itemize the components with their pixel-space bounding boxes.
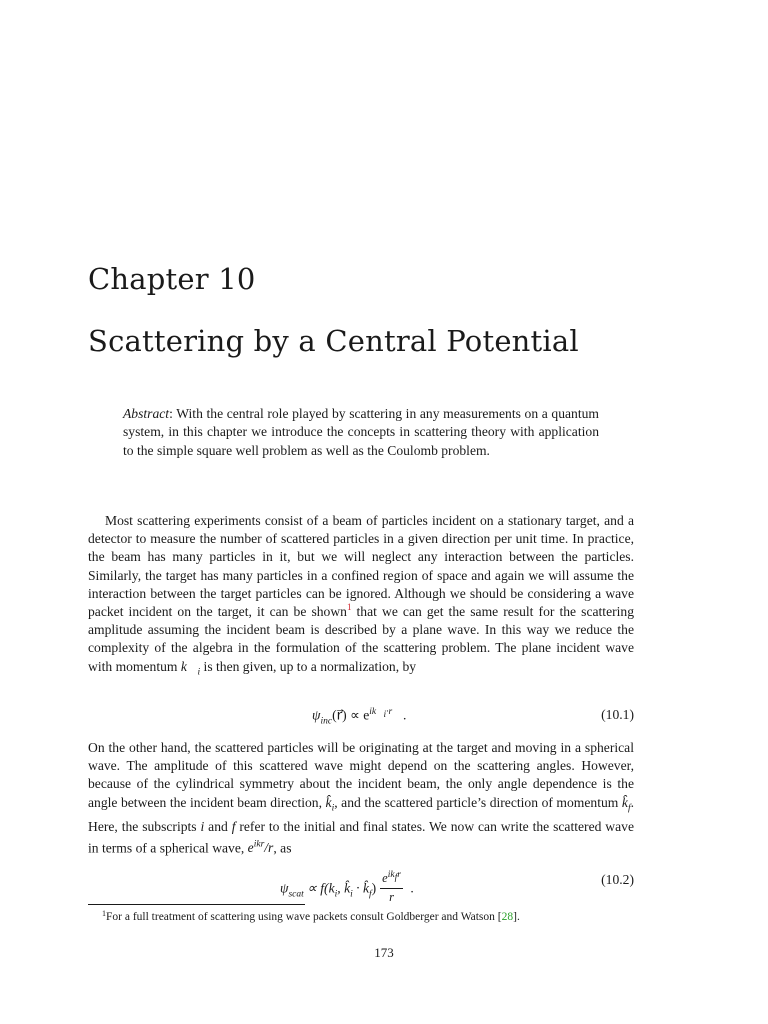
abstract-lead: Abstract <box>123 406 170 421</box>
paragraph-1 <box>88 512 634 682</box>
equation-10-2-expression: $\psi_{scat} \propto f(k_i$, $k̂_i$ · $k̂_f$) $\frac{e^{ik_fr}}{r}$ . <box>280 870 414 905</box>
equation-10-2-fraction: $\frac{e^{ik_fr}}{r}$ <box>382 870 401 905</box>
symbol-khat-f: $k̂_f$ <box>621 794 631 814</box>
paragraph-2-text-b: , and the scattered particle’s direction of momentum <box>334 794 622 810</box>
footnote <box>88 907 648 924</box>
paragraph-2-text-a: On the other hand, the scattered particles will be originating at the target and moving in a spherical wave. The amplitude of this scattered wave might depend on the scattering angles. However, because of the cylindrical symmetry about the incident beam, the only angle dependence is the angle between the incident beam direction, <box>88 740 634 810</box>
footnote-rule <box>88 904 305 905</box>
paragraph-2-text-d: and <box>204 818 232 834</box>
equation-10-1 <box>88 707 634 737</box>
equation-10-1-number: (10.1) <box>601 707 634 722</box>
footnote-text: For a full treatment of scattering using wave packets consult Goldberger and Watson [ <box>106 911 502 923</box>
paragraph-1-text-c: is then given, up to a normalization, by <box>200 658 417 674</box>
paragraph-2-text-c: . Here, the subscripts <box>88 794 634 834</box>
symbol-k-i: $k⃗_i$ <box>180 658 201 678</box>
abstract-text: : With the central role played by scattering in any measurements on a quantum system, in this chapter we introduce the concepts in scattering theory with application to the simple square well problem as well as the Coulomb problem. <box>123 406 599 458</box>
paragraph-2 <box>88 739 634 857</box>
footnote-text-end: ]. <box>513 911 520 923</box>
symbol-spherical-wave: $e^{ikr}/r$ <box>247 839 274 856</box>
paragraph-1-text-b: that we can get the same result for the scattering amplitude assuming the incident beam is described by a plane wave. In this way we reduce the complexity of the algebra in the formulation of the scattering problem. The plane incident wave with momentum <box>88 604 634 674</box>
chapter-title: Scattering by a Central Potential <box>88 324 579 358</box>
equation-10-2-number: (10.2) <box>601 872 634 887</box>
paragraph-2-text-g: , as <box>273 840 292 856</box>
citation-link[interactable]: 28 <box>501 911 514 923</box>
symbol-khat-i: $k̂_i$ <box>325 794 335 814</box>
equation-10-1-expression: $\psi_{inc}(r⃗) \propto e^{ik⃗_i\cdot r⃗}$ . <box>312 707 407 727</box>
chapter-label: Chapter 10 <box>88 262 256 296</box>
paragraph-1-text-a: Most scattering experiments consist of a beam of particles incident on a stationary target, and a detector to measure the number of scattered particles in a given direction per unit time. In practice, the beam has many particles in it, but we will neglect any interaction between the particles. Similarly, the target has many particles in a confined region of space and again we will assume the interaction between the target particles can be ignored. Although we should be considering a wave packet incident on the target, it can be shown <box>88 513 634 620</box>
equation-10-2 <box>88 858 634 905</box>
symbol-f: f <box>231 818 236 834</box>
page-number: 173 <box>374 945 394 960</box>
abstract <box>123 405 599 460</box>
footnote-ref-1[interactable]: 1 <box>346 602 352 613</box>
paragraph-2-text-e: refer to the initial and final states. We now can write the scattered wave in terms of a spherical wave, <box>88 818 634 856</box>
footnote-mark: 1 <box>102 909 106 918</box>
symbol-i: i <box>200 818 205 834</box>
